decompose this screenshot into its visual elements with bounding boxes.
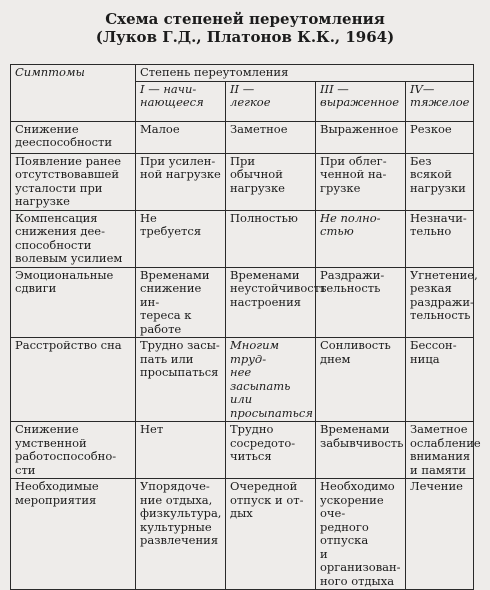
cell-line: ние отдыха, bbox=[140, 492, 213, 507]
cell-line: ного отдыха bbox=[320, 573, 395, 588]
cell-line: культурные bbox=[140, 519, 212, 534]
stage-1-cell bbox=[136, 210, 226, 267]
stage-3-cell bbox=[316, 479, 406, 590]
cell-line: Временами bbox=[140, 267, 210, 282]
cell-line: нающееся bbox=[140, 95, 204, 109]
fatigue-degrees-table bbox=[10, 64, 481, 590]
stage-2-cell bbox=[226, 338, 316, 422]
stage-4-cell bbox=[406, 267, 478, 338]
cell-line: Раздражи- bbox=[320, 267, 385, 282]
cell-line: Заметное bbox=[230, 121, 288, 136]
cell-line: тяжелое bbox=[410, 95, 470, 109]
stage-3-cell bbox=[316, 153, 406, 210]
cell-line: Заметное bbox=[410, 422, 468, 436]
cell-line: пать или bbox=[140, 351, 194, 366]
cell-line: Угнетение, bbox=[410, 267, 478, 282]
cell-line: ной нагрузке bbox=[140, 167, 221, 181]
document-title: Схема степеней переутомления bbox=[105, 10, 385, 28]
stage-1-cell bbox=[136, 422, 226, 479]
cell-line: тереса к работе bbox=[140, 308, 192, 336]
cell-line: При bbox=[230, 153, 256, 168]
cell-line: сти bbox=[15, 462, 36, 477]
stage-1-cell bbox=[136, 153, 226, 210]
cell-line: всякой bbox=[410, 167, 452, 181]
cell-line: грузке bbox=[320, 180, 361, 195]
document-subtitle: (Луков Г.Д., Платонов К.К., 1964) bbox=[95, 28, 395, 46]
cell-line: Упорядоче- bbox=[140, 479, 210, 493]
cell-line: Необходимые bbox=[15, 479, 99, 493]
cell-line: Трудно bbox=[230, 422, 274, 436]
document-heading bbox=[0, 10, 490, 46]
cell-line: Снижение bbox=[15, 121, 79, 136]
cell-line: Очередной bbox=[230, 479, 298, 493]
cell-line: и памяти bbox=[410, 462, 467, 477]
stage-3-cell bbox=[316, 267, 406, 338]
table-row bbox=[11, 338, 474, 422]
cell-line: мероприятия bbox=[15, 492, 97, 507]
stage-2-cell bbox=[226, 121, 316, 153]
cell-line: просыпаться bbox=[140, 365, 219, 379]
cell-line: Выраженное bbox=[320, 121, 399, 136]
symptom-cell bbox=[11, 338, 136, 422]
cell-line: Без bbox=[410, 153, 432, 168]
cell-line: нагрузки bbox=[410, 180, 466, 195]
cell-line: просыпаться bbox=[230, 405, 313, 420]
cell-line: Эмоциональные bbox=[15, 267, 114, 282]
stage-header-2 bbox=[226, 81, 316, 121]
cell-line: Не требуется bbox=[140, 210, 202, 238]
cell-line: дееспособности bbox=[15, 135, 113, 149]
stage-header-3 bbox=[316, 81, 406, 121]
stage-4-cell bbox=[406, 422, 481, 479]
cell-line: дых bbox=[230, 506, 253, 520]
stage-1-cell bbox=[136, 267, 226, 338]
symptoms-column-header: Симптомы bbox=[11, 65, 136, 122]
stage-2-cell bbox=[226, 422, 316, 479]
cell-line: легкое bbox=[230, 95, 271, 109]
cell-line: II — bbox=[230, 81, 255, 96]
table-row bbox=[11, 153, 474, 210]
cell-line: Временами bbox=[230, 267, 300, 282]
cell-line: Необходимо bbox=[320, 479, 395, 493]
cell-line: обычной bbox=[230, 167, 283, 181]
cell-line: стью bbox=[320, 224, 354, 238]
cell-line: отсутствовавшей bbox=[15, 167, 120, 181]
stage-header-1 bbox=[136, 81, 226, 121]
stage-4-cell bbox=[406, 153, 474, 210]
stage-header-4 bbox=[406, 81, 474, 121]
cell-line: Не полно- bbox=[320, 210, 381, 225]
cell-line: Появление ранее bbox=[15, 153, 122, 168]
cell-line: сосредото- bbox=[230, 435, 296, 450]
cell-line: физкультура, bbox=[140, 506, 222, 520]
cell-line: сдвиги bbox=[15, 281, 57, 295]
cell-line: тельно bbox=[410, 224, 452, 238]
stage-2-cell bbox=[226, 479, 316, 590]
cell-line: и организован- bbox=[320, 546, 401, 574]
cell-line: раздражи- bbox=[410, 294, 474, 309]
cell-line: способности bbox=[15, 237, 92, 252]
cell-line: Сонливость bbox=[320, 338, 391, 352]
cell-line: Полностью bbox=[230, 210, 298, 225]
cell-line: работоспособно- bbox=[15, 449, 117, 463]
cell-line: тельность bbox=[320, 281, 381, 295]
cell-line: ослабление bbox=[410, 435, 481, 450]
cell-line: отпуск и от- bbox=[230, 492, 304, 507]
cell-line: Снижение bbox=[15, 422, 79, 436]
table-body bbox=[11, 121, 481, 590]
cell-line: Временами bbox=[320, 422, 390, 436]
stage-3-cell bbox=[316, 338, 406, 422]
symptom-cell bbox=[11, 210, 136, 267]
table-row bbox=[11, 422, 474, 479]
cell-line: редного отпуска bbox=[320, 519, 369, 547]
cell-line: ница bbox=[410, 351, 440, 366]
stage-4-cell bbox=[406, 338, 474, 422]
table-row bbox=[11, 210, 474, 267]
cell-line: Расстройство сна bbox=[15, 338, 122, 352]
stage-2-cell bbox=[226, 210, 316, 267]
symptom-cell bbox=[11, 422, 136, 479]
symptom-cell bbox=[11, 121, 136, 153]
cell-line: усталости при bbox=[15, 180, 103, 195]
degree-column-group-header: Степень переутомления bbox=[136, 65, 474, 82]
cell-line: забывчивость bbox=[320, 435, 404, 450]
cell-line: нее засыпать или bbox=[230, 365, 291, 406]
cell-line: Трудно засы- bbox=[140, 338, 220, 352]
cell-line: снижения дее- bbox=[15, 224, 105, 238]
cell-line: Малое bbox=[140, 121, 180, 136]
stage-4-cell bbox=[406, 121, 474, 153]
cell-line: нагрузке bbox=[15, 194, 70, 208]
cell-line: ускорение оче- bbox=[320, 492, 384, 520]
table-row bbox=[11, 121, 474, 153]
stage-1-cell bbox=[136, 338, 226, 422]
stage-3-cell bbox=[316, 121, 406, 153]
stage-1-cell bbox=[136, 479, 226, 590]
header-row-degree bbox=[11, 65, 474, 82]
stage-2-cell bbox=[226, 153, 316, 210]
cell-line: Резкое bbox=[410, 121, 452, 136]
cell-line: Бессон- bbox=[410, 338, 457, 352]
table-row bbox=[11, 267, 474, 338]
cell-line: Компенсация bbox=[15, 210, 98, 225]
cell-line: умственной bbox=[15, 435, 87, 450]
cell-line: внимания bbox=[410, 449, 471, 463]
cell-line: выраженное bbox=[320, 95, 400, 109]
stage-1-cell bbox=[136, 121, 226, 153]
stage-2-cell bbox=[226, 267, 327, 338]
cell-line: При усилен- bbox=[140, 153, 216, 168]
cell-line: настроения bbox=[230, 294, 301, 309]
stage-3-cell bbox=[316, 422, 406, 479]
cell-line: ченной на- bbox=[320, 167, 387, 181]
cell-line: III — bbox=[320, 81, 349, 96]
cell-line: снижение ин- bbox=[140, 281, 202, 309]
cell-line: неустойчивость bbox=[230, 281, 327, 295]
stage-4-cell bbox=[406, 210, 474, 267]
cell-line: тельность bbox=[410, 308, 471, 322]
cell-line: Нет bbox=[140, 422, 164, 436]
table-row bbox=[11, 479, 474, 590]
cell-line: Лечение bbox=[410, 479, 463, 493]
cell-line: волевым усилием bbox=[15, 251, 123, 265]
cell-line: днем bbox=[320, 351, 351, 366]
symptom-cell bbox=[11, 153, 136, 210]
cell-line: читься bbox=[230, 449, 272, 463]
cell-line: I — начи- bbox=[140, 81, 197, 96]
cell-line: При облег- bbox=[320, 153, 387, 168]
cell-line: резкая bbox=[410, 281, 452, 295]
symptom-cell bbox=[11, 479, 136, 590]
cell-line: Незначи- bbox=[410, 210, 467, 225]
cell-line: развлечения bbox=[140, 533, 219, 547]
stage-3-cell bbox=[316, 210, 406, 267]
cell-line: нагрузке bbox=[230, 180, 285, 195]
cell-line: IV— bbox=[410, 81, 435, 96]
symptom-cell bbox=[11, 267, 136, 338]
cell-line: Многим труд- bbox=[230, 338, 280, 366]
stage-4-cell bbox=[406, 479, 474, 590]
